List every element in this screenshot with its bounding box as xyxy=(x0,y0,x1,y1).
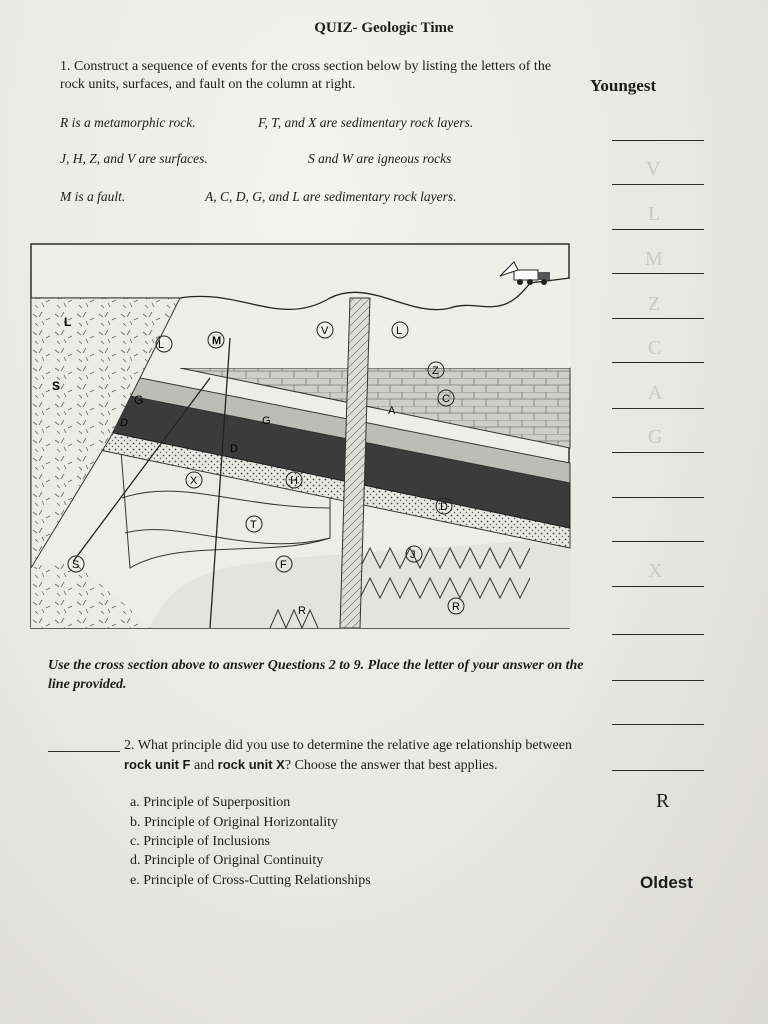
question-2-text-end: ? Choose the answer that best applies. xyxy=(284,758,498,773)
answer-line[interactable] xyxy=(612,273,704,274)
option-a[interactable]: a. Principle of Superposition xyxy=(130,795,291,810)
fact-m: M is a fault. xyxy=(60,189,126,204)
fact-sw: S and W are igneous rocks xyxy=(308,151,452,166)
label-v-surface: V xyxy=(321,325,329,337)
answer-value: A xyxy=(648,382,663,404)
answer-line[interactable] xyxy=(612,184,704,185)
fact-r: R is a metamorphic rock. xyxy=(60,115,196,130)
answer-line[interactable] xyxy=(612,452,704,453)
answer-value: G xyxy=(648,426,663,448)
question-1-prompt: 1. Construct a sequence of events for the cross section below by listing the letters of the rock units, surfaces, and fault on the column at right. xyxy=(60,59,552,92)
answer-line[interactable] xyxy=(612,497,704,498)
answer-line[interactable] xyxy=(612,408,704,409)
option-b[interactable]: b. Principle of Original Horizontality xyxy=(130,815,339,830)
label-d-right: D xyxy=(440,501,448,513)
question-2-text-start: What principle did you use to determine the relative age relationship between xyxy=(137,738,572,753)
option-e[interactable]: e. Principle of Cross-Cutting Relationships xyxy=(130,873,371,888)
answer-line[interactable] xyxy=(612,362,704,363)
label-s-left: S xyxy=(52,379,61,393)
fact-acdgl: A, C, D, G, and L are sedimentary rock layers. xyxy=(205,189,457,204)
question-2-prompt xyxy=(124,736,574,775)
rock-unit-f: rock unit F xyxy=(124,757,191,772)
youngest-label: Youngest xyxy=(590,76,657,95)
instructions: Use the cross section above to answer Questions 2 to 9. Place the letter of your answer on the line provided. xyxy=(48,658,584,692)
label-x-layer: X xyxy=(190,475,198,487)
answer-line[interactable] xyxy=(612,140,704,141)
label-d-mid: D xyxy=(230,443,238,455)
answer-value: V xyxy=(646,158,661,180)
answer-line[interactable] xyxy=(612,724,704,725)
answer-value: C xyxy=(648,337,662,359)
label-h-surface: H xyxy=(290,475,298,487)
oldest-label: Oldest xyxy=(640,873,693,892)
label-l-left: L xyxy=(64,315,72,329)
label-a-layer: A xyxy=(388,405,396,417)
label-r-left: R xyxy=(298,605,306,617)
label-g-left: G xyxy=(134,393,144,407)
label-m-fault: M xyxy=(212,335,222,347)
label-g-mid: G xyxy=(262,415,271,427)
fact-ftx: F, T, and X are sedimentary rock layers. xyxy=(258,115,474,130)
answer-line[interactable] xyxy=(612,318,704,319)
label-c-layer: C xyxy=(442,393,450,405)
option-d[interactable]: d. Principle of Original Continuity xyxy=(130,853,324,868)
label-z-surface: Z xyxy=(432,365,439,377)
label-j-surface: J xyxy=(410,549,416,561)
answer-line[interactable] xyxy=(612,634,704,635)
rock-unit-x: rock unit X xyxy=(217,757,285,772)
label-l-right: L xyxy=(396,325,403,337)
label-t-layer: T xyxy=(250,519,257,531)
answer-line[interactable] xyxy=(612,229,704,230)
option-c[interactable]: c. Principle of Inclusions xyxy=(130,834,270,849)
question-2-answer-line[interactable] xyxy=(48,751,120,752)
label-r-right: R xyxy=(452,601,460,613)
answer-line[interactable] xyxy=(612,541,704,542)
fact-jhzv: J, H, Z, and V are surfaces. xyxy=(60,151,208,166)
answer-value: X xyxy=(648,560,663,582)
quiz-title: QUIZ- Geologic Time xyxy=(314,20,454,36)
label-s-bottom: S xyxy=(72,559,80,571)
answer-line[interactable] xyxy=(612,680,704,681)
answer-line[interactable] xyxy=(612,770,704,771)
question-2-number: 2. xyxy=(124,738,135,753)
answer-value: M xyxy=(645,248,663,270)
answer-value-r: R xyxy=(656,790,670,812)
geologic-cross-section xyxy=(30,238,576,638)
question-2-and: and xyxy=(193,758,215,773)
label-f-layer: F xyxy=(280,559,287,571)
label-l-mid: L xyxy=(158,339,165,351)
answer-line[interactable] xyxy=(612,586,704,587)
label-d-left: D xyxy=(120,417,128,429)
answer-value: Z xyxy=(648,293,661,315)
answer-value: L xyxy=(648,203,661,225)
